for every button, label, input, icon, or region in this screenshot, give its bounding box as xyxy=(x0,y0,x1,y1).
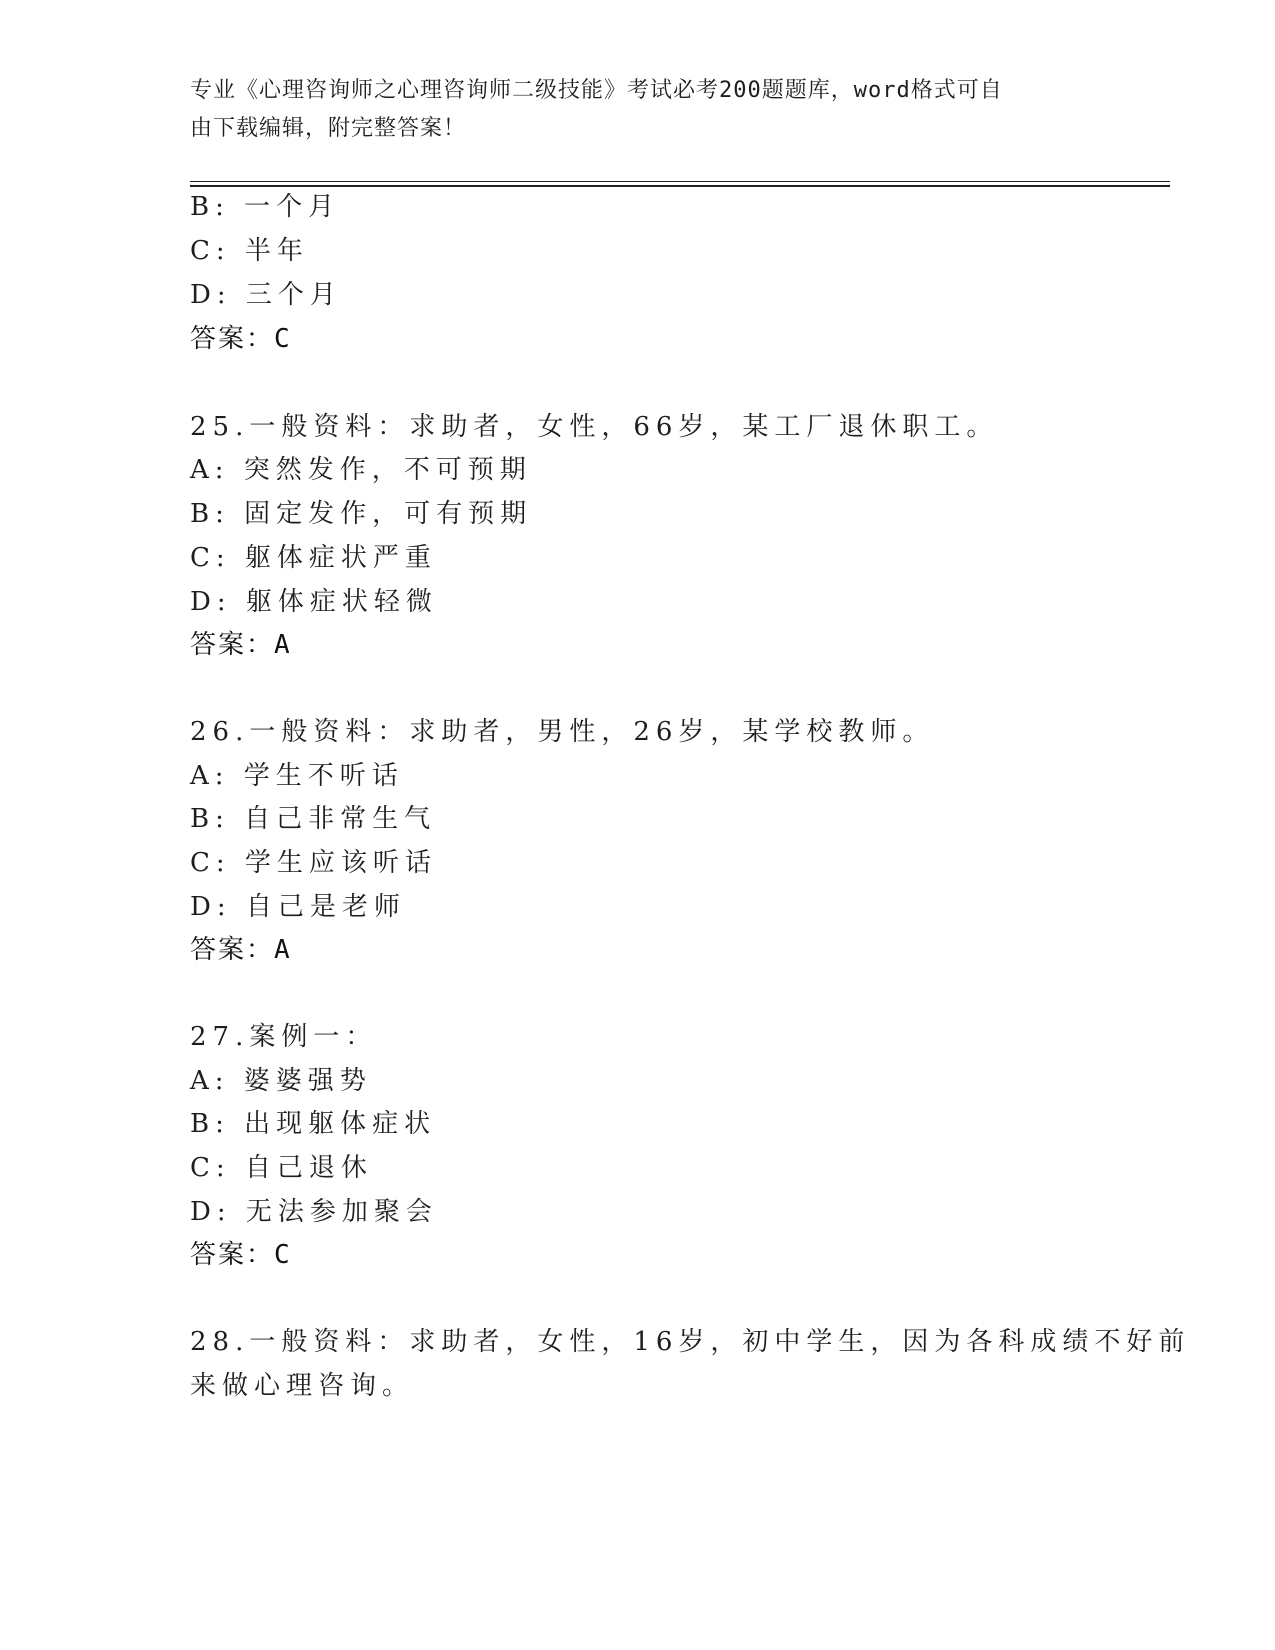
question-26-option-c: C: 学生应该听话 xyxy=(190,848,437,878)
question-26-answer xyxy=(190,933,292,967)
option-b: B: 一个月 xyxy=(190,192,341,222)
header-divider-thin xyxy=(190,181,1170,182)
question-25-option-c: C: 躯体症状严重 xyxy=(190,543,437,573)
question-27-answer xyxy=(190,1238,292,1272)
question-27-option-c: C: 自己退休 xyxy=(190,1153,373,1183)
document-header xyxy=(190,72,1090,148)
question-25-option-a: A: 突然发作，不可预期 xyxy=(190,455,532,485)
answer-label: 答案： xyxy=(190,630,275,660)
question-26-option-b: B: 自己非常生气 xyxy=(190,804,437,834)
header-line-2: 由下载编辑，附完整答案！ xyxy=(190,116,467,141)
question-26-option-a: A: 学生不听话 xyxy=(190,761,404,791)
question-26-stem: 26.一般资料：求助者，男性，26岁，某学校教师。 xyxy=(190,717,935,747)
option-c: C: 半年 xyxy=(190,236,309,266)
question-25-option-d: D: 躯体症状轻微 xyxy=(190,587,438,617)
answer-line xyxy=(190,322,292,356)
question-25-stem: 25.一般资料：求助者，女性，66岁，某工厂退休职工。 xyxy=(190,412,999,442)
question-28-stem-line-2: 来做心理咨询。 xyxy=(190,1371,415,1401)
answer-value: A xyxy=(274,935,292,965)
option-d: D: 三个月 xyxy=(190,280,342,310)
header-divider-thick xyxy=(190,185,1170,187)
answer-label: 答案： xyxy=(190,324,275,354)
answer-label: 答案： xyxy=(190,935,275,965)
answer-value: C xyxy=(274,324,292,354)
question-27-option-b: B: 出现躯体症状 xyxy=(190,1109,437,1139)
question-27-option-a: A: 婆婆强势 xyxy=(190,1066,372,1096)
answer-value: A xyxy=(274,630,292,660)
header-line-1: 专业《心理咨询师之心理咨询师二级技能》考试必考200题题库，word格式可自 xyxy=(190,78,1003,103)
question-27-stem: 27.案例一： xyxy=(190,1022,378,1052)
question-25-answer xyxy=(190,628,292,662)
question-25-option-b: B: 固定发作，可有预期 xyxy=(190,499,533,529)
question-26-option-d: D: 自己是老师 xyxy=(190,892,406,922)
answer-label: 答案： xyxy=(190,1240,275,1270)
question-27-option-d: D: 无法参加聚会 xyxy=(190,1197,438,1227)
answer-value: C xyxy=(274,1240,292,1270)
question-28-stem-line-1: 28.一般资料：求助者，女性，16岁，初中学生，因为各科成绩不好前 xyxy=(190,1327,1191,1357)
